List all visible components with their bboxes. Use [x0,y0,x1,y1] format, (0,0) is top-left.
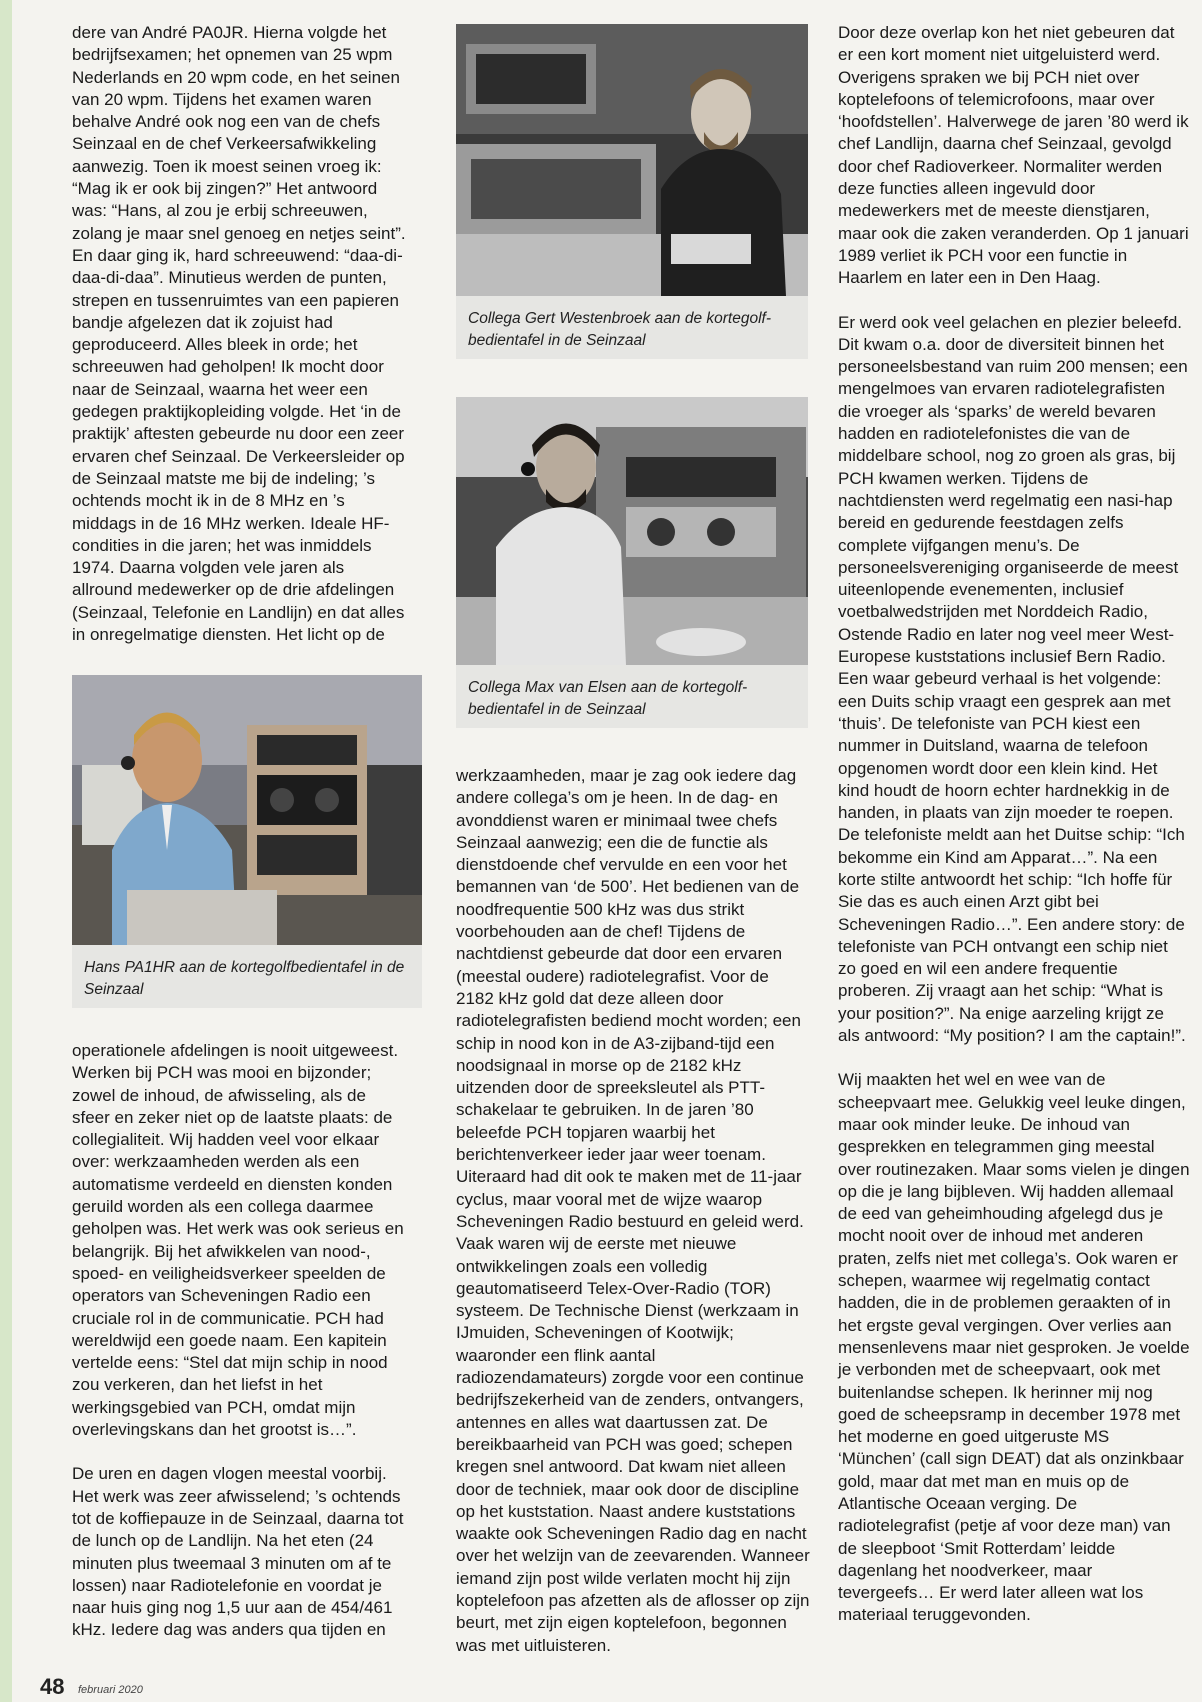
page-edge-strip [0,0,12,1702]
issue-date: februari 2020 [78,1684,143,1696]
column-1-top [72,22,406,646]
photo-max-van-elsen [456,397,808,665]
photo-caption-2: Collega Max van Elsen aan de kortegolf-bedientafel in de Seinzaal [456,665,808,728]
column-1-bottom [72,1040,406,1642]
paragraph: werkzaamheden, maar je zag ook iedere dag andere collega’s om je heen. In de dag- en avonddienst waren er minimaal twee chefs Seinzaal aanwezig; een die de functie als dienstdoende chef vervulde en een voor het bemannen van ‘de 500’. Het bedienen van de noodfrequentie 500 kHz was dus strikt voorbehouden aan de chef! Tijdens de nachtdienst gebeurde dat door een ervaren (meestal oudere) radiotelegrafist. Voor de 2182 kHz gold dat deze alleen door radiotelegrafisten bediend mocht worden; een schip in nood kon in de A3-zijband-tijd een noodsignaal in morse op de 2182 kHz uitzenden door de spreeksleutel als PTT-schakelaar te gebruiken. In de jaren ’80 beleefde PCH topjaren waarbij het berichtenverkeer ieder jaar weer toenam. Uiteraard had dit ook te maken met de 11-jaar cyclus, maar vooral met de wijze waarop Scheveningen Radio bestuurd en geleid werd. Vaak waren wij de eerste met nieuwe ontwikkelingen zoals een volledig geautomatiseerd Telex-Over-Radio (TOR) systeem. De Technische Dienst (werkzaam in IJmuiden, Scheveningen of Kootwijk; waaronder een flink aantal radiozendamateurs) zorgde voor een continue bedrijfszekerheid van de zenders, ontvangers, antennes en alles wat daartussen zat. De bereikbaarheid van PCH was goed; schepen kregen snel antwoord. Dat kwam niet alleen door de techniek, maar ook door de discipline op het kuststation. Naast andere kuststations waakte ook Scheveningen Radio dag en nacht over het welzijn van de zeevarenden. Wanneer iemand zijn post wilde verlaten mocht hij zijn koptelefoon pas afzetten als de aflosser op zijn beurt, met zijn eigen koptelefoon, begonnen was met uitluisteren. [456,766,810,1655]
paragraph: Er werd ook veel gelachen en plezier beleefd. Dit kwam o.a. door de diversiteit binnen het personeelsbestand van ruim 200 mensen; een mengelmoes van ervaren radiotelegrafisten die vroeger als ‘sparks’ de wereld bevaren hadden en radiotelefonistes die van de middelbare school, nog zo groen als gras, bij PCH kwamen werken. Tijdens de nachtdiensten werd regelmatig een nasi-hap bereid en gedurende feestdagen zelfs complete vijfgangen menu’s. De personeelsvereniging organiseerde de meest uiteenlopende evenementen, inclusief voetbalwedstrijden met Norddeich Radio, Ostende Radio en later nog veel meer West-Europese kuststations inclusief Bern Radio. Een waar gebeurd verhaal is het volgende: een Duits schip vraagt een gesprek aan met ‘thuis’. De telefoniste van PCH kiest een nummer in Duitsland, waarna de telefoon opgenomen wordt door een klein kind. Het kind houdt de hoorn echter hardnekkig in de handen, in plaats van zijn moeder te roepen. De telefoniste meldt aan het Duitse schip: “Ich bekomme ein Kind am Apparat…”. Na een korte stilte antwoordt het schip: “Ich hoffe für Sie das es auch einen Arzt gibt bei Scheveningen Radio…”. Een andere story: de telefoniste van PCH ontvangt een schip niet zo goed en wil een andere frequentie proberen. Zij vraagt aan het schip: “What is your position?”. Na enige aarzeling krijgt ze als antwoord: “My position? I am the captain!”. [838,312,1188,1046]
column-3 [838,22,1190,1627]
paragraph: dere van André PA0JR. Hierna volgde het bedrijfsexamen; het opnemen van 25 wpm Nederlands en 20 wpm code, en het seinen van 20 wpm. Tijdens het examen waren behalve André ook nog een van de chefs Seinzaal en de chef Verkeersafwikkeling aanwezig. Toen ik moest seinen vroeg ik: “Mag ik er ook bij zingen?” Het antwoord was: “Hans, al zou je erbij schreeuwen, zolang je maar snel genoeg en netjes seint”. En daar ging ik, hard schreeuwend: “daa-di-daa-di-daa”. Minutieus werden de punten, strepen en tussenruimtes van een papieren bandje afgelezen dat ik zojuist had geproduceerd. Alles bleek in orde; het schreeuwen had geholpen! Ik mocht door naar de Seinzaal, waarna het weer een gedegen praktijkopleiding volgde. Het ‘in de praktijk’ aftesten gebeurde nu door een zeer ervaren chef Seinzaal. De Verkeersleider op de Seinzaal matste me bij de indeling; ’s ochtends mocht ik in de 8 MHz en ’s middags in de 16 MHz werken. Ideale HF-condities in die jaren; het was inmiddels 1974. Daarna volgden vele jaren als allround medewerker op de drie afdelingen (Seinzaal, Telefonie en Landlijn) en dat alles in onregelmatige diensten. Het licht op de [72,23,406,645]
page-number: 48 [40,1674,65,1699]
paragraph: Door deze overlap kon het niet gebeuren dat er een kort moment niet uitgeluisterd werd. Overigens spraken we bij PCH niet over koptelefoons of telemicrofoons, maar over ‘hoofdstellen’. Halverwege de jaren ’80 werd ik chef Landlijn, daarna chef Seinzaal, gevolgd door chef Radioverkeer. Normaliter werden deze functies alleen ingevuld door medewerkers met de meeste dienstjaren, maar ook die zaken veranderden. Op 1 januari 1989 verliet ik PCH voor een functie in Haarlem en later een in Den Haag. [838,23,1189,288]
paragraph: De uren en dagen vlogen meestal voorbij. Het werk was zeer afwisselend; ’s ochtends tot de koffiepauze in de Seinzaal, daarna tot de lunch op de Landlijn. Na het eten (24 minuten plus tweemaal 3 minuten om af te lossen) naar Radiotelefonie en voordat je naar huis ging nog 1,5 uur aan de 454/461 kHz. Iedere dag was anders qua tijden en [72,1464,404,1640]
column-2 [456,765,810,1657]
photo-caption-1: Collega Gert Westenbroek aan de kortegolf-bedientafel in de Seinzaal [456,296,808,359]
photo-caption-3: Hans PA1HR aan de kortegolfbedientafel in de Seinzaal [72,945,422,1008]
paragraph: Wij maakten het wel en wee van de scheepvaart mee. Gelukkig veel leuke dingen, maar ook minder leuke. De inhoud van gesprekken en telegrammen ging meestal over routinezaken. Maar soms vielen je dingen op die je lang bijbleven. Wij hadden allemaal de eed van geheimhouding afgelegd dus je mocht nooit over de inhoud met anderen praten, zelfs niet met collega’s. Ook waren er schepen, waarmee wij regelmatig contact hadden, die in de problemen geraakten of in het ergste geval vergingen. Over verlies aan mensenlevens maar niet gesproken. Je voelde je verbonden met de scheepvaart, ook met buitenlandse schepen. Ik herinner mij nog goed de scheepsramp in december 1978 met het moderne en goed uitgeruste MS ‘München’ (call sign DEAT) dat als onzinkbaar gold, maar dat met man en muis op de Atlantische Oceaan verging. De radiotelegrafist (petje af voor deze man) van de sleepboot ‘Smit Rotterdam’ leidde dagenlang het noodverkeer, maar tevergeefs… Er werd later alleen wat los materiaal teruggevonden. [838,1070,1190,1625]
photo-hans-pa1hr [72,675,422,945]
paragraph: operationele afdelingen is nooit uitgeweest. Werken bij PCH was mooi en bijzonder; zowel de inhoud, de afwisseling, als de sfeer en zeker niet op de laatste plaats: de collegialiteit. Wij hadden veel voor elkaar over: werkzaamheden werden als een automatisme verdeeld en diensten konden geruild worden als een collega daarmee geholpen was. Het werk was ook serieus en belangrijk. Bij het afwikkelen van nood-, spoed- en veiligheidsverkeer speelden de operators van Scheveningen Radio een cruciale rol in de communicatie. PCH had wereldwijd een goede naam. Een kapitein vertelde eens: “Stel dat mijn schip in nood zou verkeren, dan het liefst in het werkingsgebied van PCH, omdat mijn overlevingskans dan het grootst is…”. [72,1041,404,1440]
photo-gert-westenbroek [456,24,808,296]
